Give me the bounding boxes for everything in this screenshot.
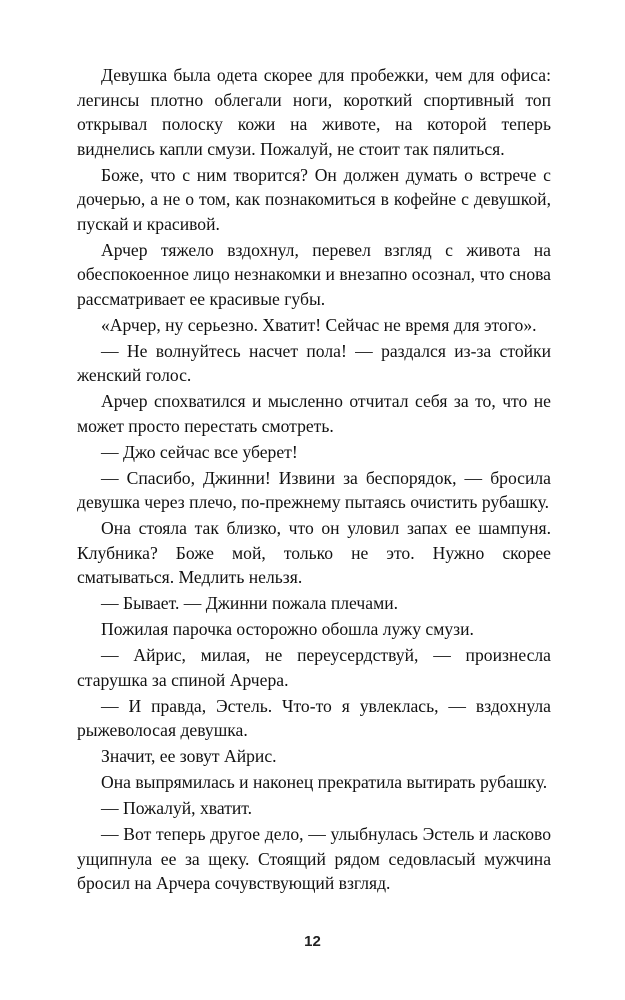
paragraph: — Спасибо, Джинни! Извини за беспорядок, — бросила девушка через плечо, по-прежнему пытаясь очистить рубашку. bbox=[77, 467, 551, 512]
paragraph: Значит, ее зовут Айрис. bbox=[101, 746, 277, 766]
paragraph: — Вот теперь другое дело, — улыбнулась Эстель и ласково ущипнула ее за щеку. Стоящий рядом седовласый мужчина бросил на Арчера сочувствующий взгляд. bbox=[77, 824, 551, 893]
paragraph: Пожилая парочка осторожно обошла лужу смузи. bbox=[101, 619, 474, 639]
paragraph: Она выпрямилась и наконец прекратила вытирать рубашку. bbox=[101, 772, 548, 792]
paragraph: Она стояла так близко, что он уловил запах ее шампуня. Клубника? Боже мой, только не это. Нужно скорее сматываться. Медлить нельзя. bbox=[77, 518, 551, 587]
paragraph: — И правда, Эстель. Что-то я увлеклась, — вздохнула рыжеволосая девушка. bbox=[77, 695, 551, 740]
paragraph: «Арчер, ну серьезно. Хватит! Сейчас не время для этого». bbox=[101, 314, 537, 335]
paragraph: — Пожалуй, хватит. bbox=[101, 798, 253, 818]
page-number: 12 bbox=[304, 933, 321, 950]
paragraph: Арчер тяжело вздохнул, перевел взгляд с живота на обеспокоенное лицо незнакомки и внезапно осознал, что снова рассматривает ее красивые губы. bbox=[77, 239, 551, 309]
paragraph: Девушка была одета скорее для пробежки, чем для офиса: легинсы плотно облегали ноги, короткий спортивный топ открывал полоску кожи на животе, на которой теперь виднелись капли смузи. Пожалуй, не стоит так пялиться. bbox=[77, 65, 551, 159]
paragraph: — Джо сейчас все уберет! bbox=[101, 441, 298, 462]
page-body bbox=[77, 63, 551, 897]
paragraph: — Бывает. — Джинни пожала плечами. bbox=[101, 593, 399, 613]
paragraph: — Айрис, милая, не переусердствуй, — произнесла старушка за спиной Арчера. bbox=[77, 645, 551, 690]
paragraph: Арчер спохватился и мысленно отчитал себя за то, что не может просто перестать смотреть. bbox=[77, 391, 551, 436]
paragraph: Боже, что с ним творится? Он должен думать о встрече с дочерью, а не о том, как познакомиться в кофейне с девушкой, пускай и красивой. bbox=[77, 164, 551, 234]
paragraph: — Не волнуйтесь насчет пола! — раздался из-за стойки женский голос. bbox=[77, 340, 551, 385]
